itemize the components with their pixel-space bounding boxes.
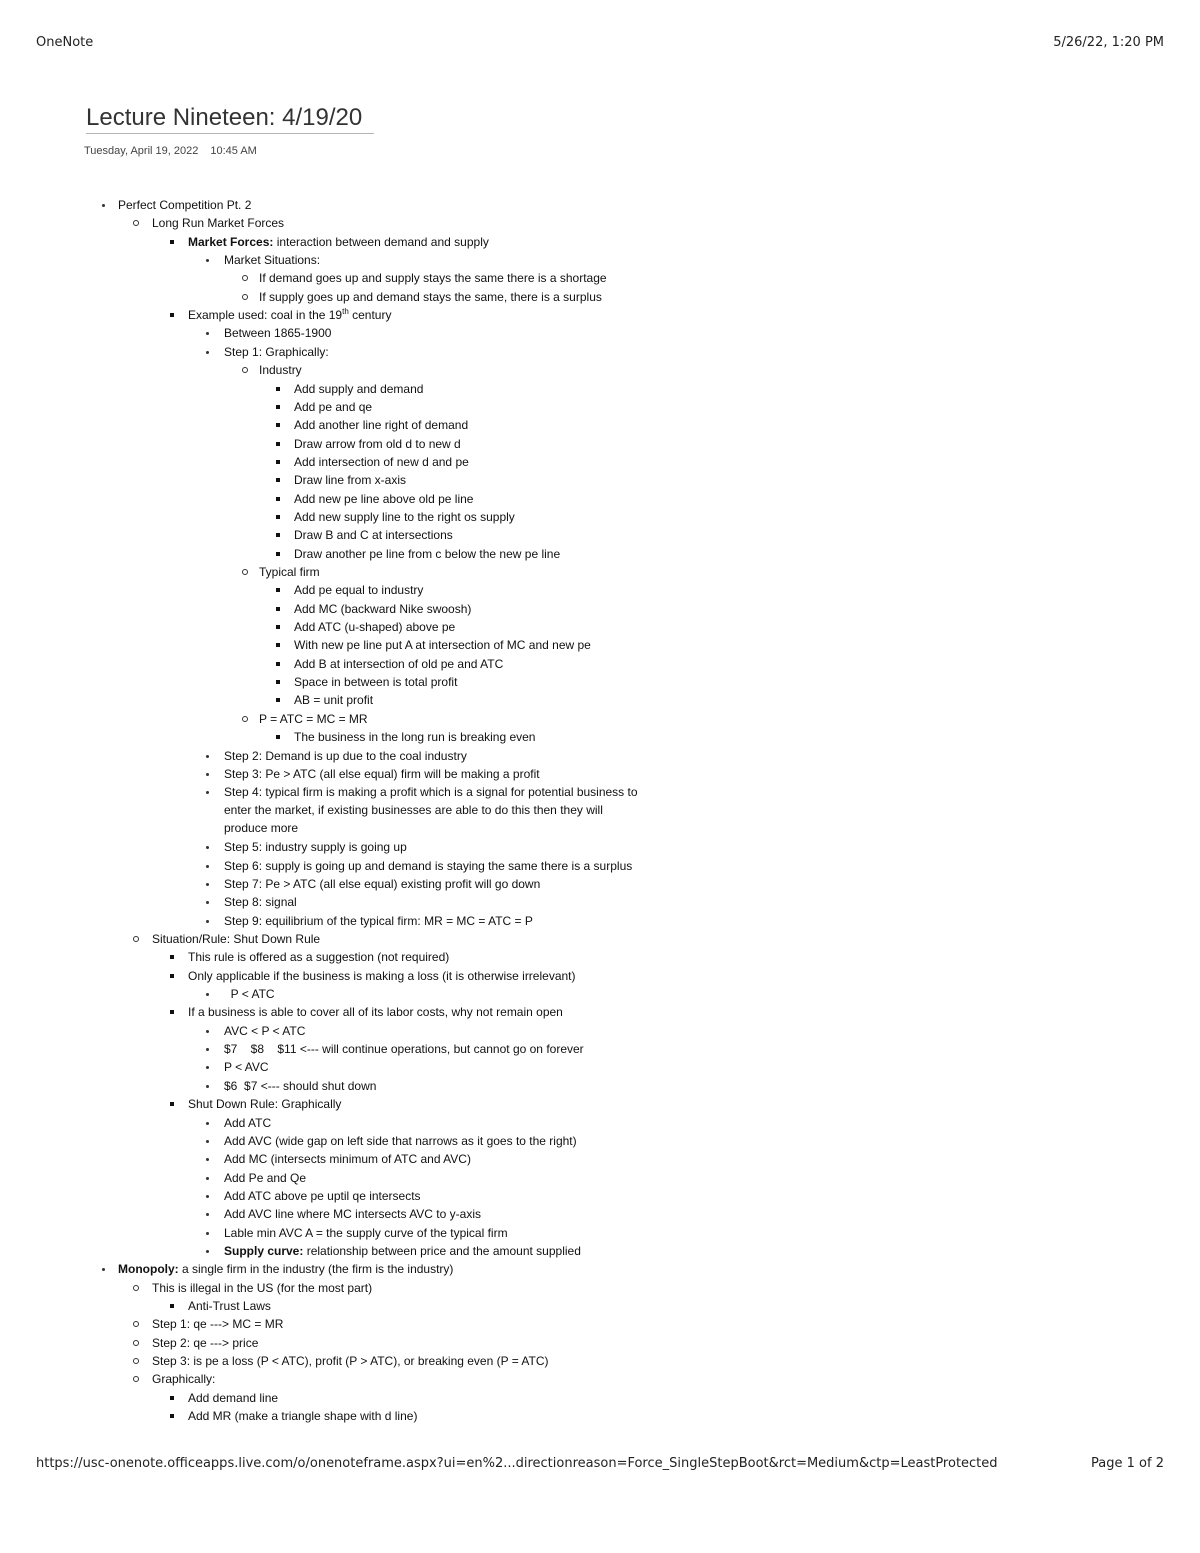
outline-item: [294, 728, 535, 746]
outline-text: Step 4: typical firm is making a profit which is a signal for potential business to: [224, 785, 638, 800]
outline-text: AB = unit profit: [294, 693, 374, 708]
dot-bullet-icon: [206, 1066, 209, 1069]
outline-text: Graphically:: [152, 1372, 216, 1387]
outline-text-tail: century: [348, 308, 392, 323]
outline-text: Add Pe and Qe: [224, 1170, 307, 1185]
outline-text: Industry: [259, 363, 302, 378]
outline-item: [188, 967, 576, 985]
outline-item-continuation: produce more: [224, 820, 299, 835]
dot-bullet-icon: [102, 204, 105, 207]
outline-text: Step 6: supply is going up and demand is staying the same there is a surplus: [224, 858, 633, 873]
outline-item: [188, 306, 391, 324]
outline-item: [188, 1095, 341, 1113]
outline-item: [294, 636, 591, 654]
square-bullet-icon: [276, 588, 280, 592]
square-bullet-icon: [276, 478, 280, 482]
dot-bullet-icon: [206, 1177, 209, 1180]
outline-item: [152, 1334, 258, 1352]
page-title: Lecture Nineteen: 4/19/20: [86, 104, 363, 131]
circle-bullet-icon: [242, 569, 248, 575]
outline-text: P = ATC = MC = MR: [259, 711, 368, 726]
outline-text: Lable min AVC A = the supply curve of the typical firm: [224, 1225, 508, 1240]
outline-text: Step 3: is pe a loss (P < ATC), profit (P > ATC), or breaking even (P = ATC): [152, 1354, 549, 1369]
outline-text: P < ATC: [224, 987, 275, 1002]
outline-item: [224, 1242, 581, 1260]
outline-text: Example used: coal in the 19: [188, 308, 343, 323]
dot-bullet-icon: [206, 1085, 209, 1088]
outline-item: [224, 1132, 577, 1150]
outline-superscript: th: [342, 307, 349, 317]
circle-bullet-icon: [133, 1285, 139, 1291]
outline-text: P < AVC: [224, 1060, 269, 1075]
circle-bullet-icon: [133, 936, 139, 942]
square-bullet-icon: [276, 497, 280, 501]
dot-bullet-icon: [102, 1268, 105, 1271]
square-bullet-icon: [276, 607, 280, 611]
outline-text: Add demand line: [188, 1390, 279, 1405]
outline-text: Add ATC above pe uptil qe intersects: [224, 1188, 421, 1203]
outline-item: [294, 380, 423, 398]
outline-text: Step 2: Demand is up due to the coal industry: [224, 748, 467, 763]
outline-text: relationship between price and the amount supplied: [303, 1243, 581, 1258]
outline-item: [294, 673, 457, 691]
outline-text: Add pe equal to industry: [294, 583, 424, 598]
outline-item: [224, 1058, 269, 1076]
square-bullet-icon: [276, 423, 280, 427]
outline-item: [224, 343, 329, 361]
circle-bullet-icon: [242, 294, 248, 300]
outline-text: Add new pe line above old pe line: [294, 491, 474, 506]
outline-text: a single firm in the industry (the firm is the industry): [178, 1262, 454, 1277]
outline-item: [224, 1224, 508, 1242]
outline-item: [224, 747, 467, 765]
outline-item: [224, 1205, 481, 1223]
outline-item: [188, 1407, 417, 1425]
dot-bullet-icon: [206, 755, 209, 758]
outline-item: [224, 1169, 306, 1187]
square-bullet-icon: [276, 625, 280, 629]
outline-item: [188, 233, 489, 251]
square-bullet-icon: [276, 533, 280, 537]
outline-text: Only applicable if the business is making a loss (it is otherwise irrelevant): [188, 968, 576, 983]
circle-bullet-icon: [133, 1376, 139, 1382]
dot-bullet-icon: [206, 1250, 209, 1253]
outline-item: [224, 783, 638, 801]
square-bullet-icon: [276, 643, 280, 647]
square-bullet-icon: [276, 662, 280, 666]
outline-item: [294, 581, 423, 599]
outline-text: Draw another pe line from c below the new pe line: [294, 546, 561, 561]
outline-text: Market Situations:: [224, 253, 321, 268]
outline-item: [259, 288, 602, 306]
outline-item: [294, 490, 473, 508]
outline-text: Add MR (make a triangle shape with d line): [188, 1409, 418, 1424]
outline-item: [224, 893, 297, 911]
outline-text: Add pe and qe: [294, 399, 373, 414]
outline-text: Add AVC line where MC intersects AVC to y-axis: [224, 1207, 481, 1222]
circle-bullet-icon: [133, 220, 139, 226]
outline-text: Step 9: equilibrium of the typical firm: MR = MC = ATC = P: [224, 913, 533, 928]
outline-text: Typical firm: [259, 565, 320, 579]
dot-bullet-icon: [206, 351, 209, 354]
dot-bullet-icon: [206, 1232, 209, 1235]
outline-item: [294, 416, 468, 434]
outline-text: Add new supply line to the right os supply: [294, 509, 515, 524]
outline-text: AVC < P < ATC: [224, 1023, 306, 1038]
dot-bullet-icon: [206, 791, 209, 794]
outline-text: Between 1865-1900: [224, 326, 332, 341]
outline-item: [259, 563, 320, 581]
square-bullet-icon: [170, 1396, 174, 1400]
dot-bullet-icon: [206, 773, 209, 776]
dot-bullet-icon: [206, 1213, 209, 1216]
outline-item: [152, 1352, 549, 1370]
outline-item: [152, 1279, 372, 1297]
outline-text: Step 1: Graphically:: [224, 344, 329, 359]
circle-bullet-icon: [242, 716, 248, 722]
outline-item: [294, 618, 455, 636]
square-bullet-icon: [170, 1010, 174, 1014]
outline-item: [224, 1114, 271, 1132]
outline-item: [224, 324, 331, 342]
outline-text: Step 5: industry supply is going up: [224, 840, 407, 855]
app-name: OneNote: [36, 35, 94, 50]
outline-item: [224, 765, 540, 783]
square-bullet-icon: [276, 387, 280, 391]
footer-url: https://usc-onenote.officeapps.live.com/o/onenoteframe.aspx?ui=en%2...directionreason=Force_SingleStepBoot&rct=Medium&ctp=LeastProtected: [36, 1456, 998, 1471]
outline-term: Supply curve:: [224, 1243, 304, 1258]
outline-item: [294, 545, 560, 563]
outline-item: [224, 838, 407, 856]
outline-item: [294, 508, 515, 526]
square-bullet-icon: [276, 460, 280, 464]
outline-text: Step 1: qe ---> MC = MR: [152, 1317, 284, 1332]
page-date: Tuesday, April 19, 2022: [84, 145, 199, 157]
dot-bullet-icon: [206, 993, 209, 996]
outline-text: Add MC (backward Nike swoosh): [294, 601, 472, 616]
outline-item: [224, 1022, 305, 1040]
outline-text: interaction between demand and supply: [273, 234, 489, 249]
outline-text: If supply goes up and demand stays the same, there is a surplus: [259, 289, 602, 304]
outline-text: Shut Down Rule: Graphically: [188, 1097, 342, 1112]
outline-text: This is illegal in the US (for the most part): [152, 1280, 373, 1295]
outline-text: The business in the long run is breaking even: [294, 730, 536, 745]
page-datetime: [84, 145, 257, 157]
outline-item: [188, 1389, 278, 1407]
outline-item: [118, 1260, 453, 1278]
circle-bullet-icon: [133, 1340, 139, 1346]
outline-item: [294, 691, 373, 709]
outline-item: [152, 214, 284, 232]
outline-text: This rule is offered as a suggestion (not required): [188, 950, 450, 965]
square-bullet-icon: [276, 680, 280, 684]
outline-text: Draw B and C at intersections: [294, 528, 453, 543]
outline-text: If a business is able to cover all of its labor costs, why not remain open: [188, 1005, 563, 1020]
printed-datetime: 5/26/22, 1:20 PM: [1053, 35, 1164, 50]
outline-text: $6 $7 <--- should shut down: [224, 1078, 377, 1093]
outline-text: Add another line right of demand: [294, 418, 469, 433]
dot-bullet-icon: [206, 1122, 209, 1125]
dot-bullet-icon: [206, 1140, 209, 1143]
circle-bullet-icon: [242, 367, 248, 373]
outline-text: If demand goes up and supply stays the same there is a shortage: [259, 271, 607, 286]
outline-item: [294, 526, 453, 544]
dot-bullet-icon: [206, 259, 209, 262]
outline-term: Monopoly:: [118, 1262, 179, 1277]
square-bullet-icon: [276, 735, 280, 739]
circle-bullet-icon: [133, 1321, 139, 1327]
outline-item: [118, 196, 251, 214]
dot-bullet-icon: [206, 1030, 209, 1033]
outline-item: [224, 1077, 376, 1095]
outline-text: With new pe line put A at intersection of MC and new pe: [294, 638, 591, 653]
outline-text: Step 3: Pe > ATC (all else equal) firm will be making a profit: [224, 766, 540, 781]
outline-text: Add supply and demand: [294, 381, 424, 396]
outline-item: [224, 875, 540, 893]
dot-bullet-icon: [206, 1158, 209, 1161]
square-bullet-icon: [276, 405, 280, 409]
outline-item: [224, 1187, 421, 1205]
outline-item: [294, 435, 461, 453]
outline-item-continuation: enter the market, if existing businesses are able to do this then they will: [224, 802, 603, 817]
page-time: 10:45 AM: [210, 145, 257, 157]
outline-item: [224, 912, 533, 930]
outline-text: Draw line from x-axis: [294, 473, 407, 488]
dot-bullet-icon: [206, 846, 209, 849]
outline-item: [188, 948, 449, 966]
outline-text: Step 2: qe ---> price: [152, 1335, 259, 1350]
dot-bullet-icon: [206, 883, 209, 886]
outline-item: [259, 269, 607, 287]
circle-bullet-icon: [133, 1358, 139, 1364]
square-bullet-icon: [276, 442, 280, 446]
outline-item: [294, 471, 406, 489]
outline-text: Add B at intersection of old pe and ATC: [294, 656, 504, 671]
square-bullet-icon: [170, 1414, 174, 1418]
outline-text: Add intersection of new d and pe: [294, 454, 469, 469]
outline-item: [224, 1150, 471, 1168]
circle-bullet-icon: [242, 275, 248, 281]
dot-bullet-icon: [206, 901, 209, 904]
dot-bullet-icon: [206, 1195, 209, 1198]
outline-item: [294, 453, 469, 471]
square-bullet-icon: [170, 974, 174, 978]
outline-text: Situation/Rule: Shut Down Rule: [152, 932, 321, 946]
dot-bullet-icon: [206, 1048, 209, 1051]
outline-item: [224, 985, 275, 1003]
outline-text: Long Run Market Forces: [152, 216, 285, 231]
square-bullet-icon: [276, 552, 280, 556]
outline-item: [294, 398, 372, 416]
square-bullet-icon: [170, 1304, 174, 1308]
outline-item: [259, 361, 302, 379]
outline-item: [188, 1297, 271, 1315]
outline-item: [152, 1370, 215, 1388]
outline-text: Add ATC: [224, 1115, 272, 1130]
outline-item: [259, 710, 368, 728]
outline-item: [294, 655, 503, 673]
outline-text: Anti-Trust Laws: [188, 1299, 271, 1313]
outline-item: [188, 1003, 563, 1021]
square-bullet-icon: [276, 698, 280, 702]
square-bullet-icon: [170, 313, 174, 317]
dot-bullet-icon: [206, 865, 209, 868]
square-bullet-icon: [276, 515, 280, 519]
outline-item: [152, 1315, 283, 1333]
outline-text: Perfect Competition Pt. 2: [118, 198, 252, 212]
outline-item: [224, 251, 320, 269]
outline-term: Market Forces:: [188, 234, 274, 249]
outline-item: [152, 930, 320, 948]
outline-item: [294, 600, 471, 618]
square-bullet-icon: [170, 240, 174, 244]
outline-text: Add MC (intersects minimum of ATC and AVC): [224, 1152, 471, 1167]
outline-text: $7 $8 $11 <--- will continue operations, but cannot go on forever: [224, 1042, 584, 1057]
square-bullet-icon: [170, 1102, 174, 1106]
outline-item: [224, 857, 632, 875]
outline-text: Step 8: signal: [224, 895, 297, 910]
outline-text: Add ATC (u-shaped) above pe: [294, 620, 456, 635]
outline-item: [224, 1040, 584, 1058]
outline-text: Space in between is total profit: [294, 675, 458, 690]
outline-text: Draw arrow from old d to new d: [294, 436, 461, 451]
dot-bullet-icon: [206, 920, 209, 923]
page-indicator: Page 1 of 2: [1091, 1456, 1164, 1471]
outline-text: Add AVC (wide gap on left side that narrows as it goes to the right): [224, 1133, 577, 1148]
outline-text: Step 7: Pe > ATC (all else equal) existing profit will go down: [224, 876, 541, 891]
title-underline: [86, 133, 374, 134]
dot-bullet-icon: [206, 332, 209, 335]
square-bullet-icon: [170, 955, 174, 959]
